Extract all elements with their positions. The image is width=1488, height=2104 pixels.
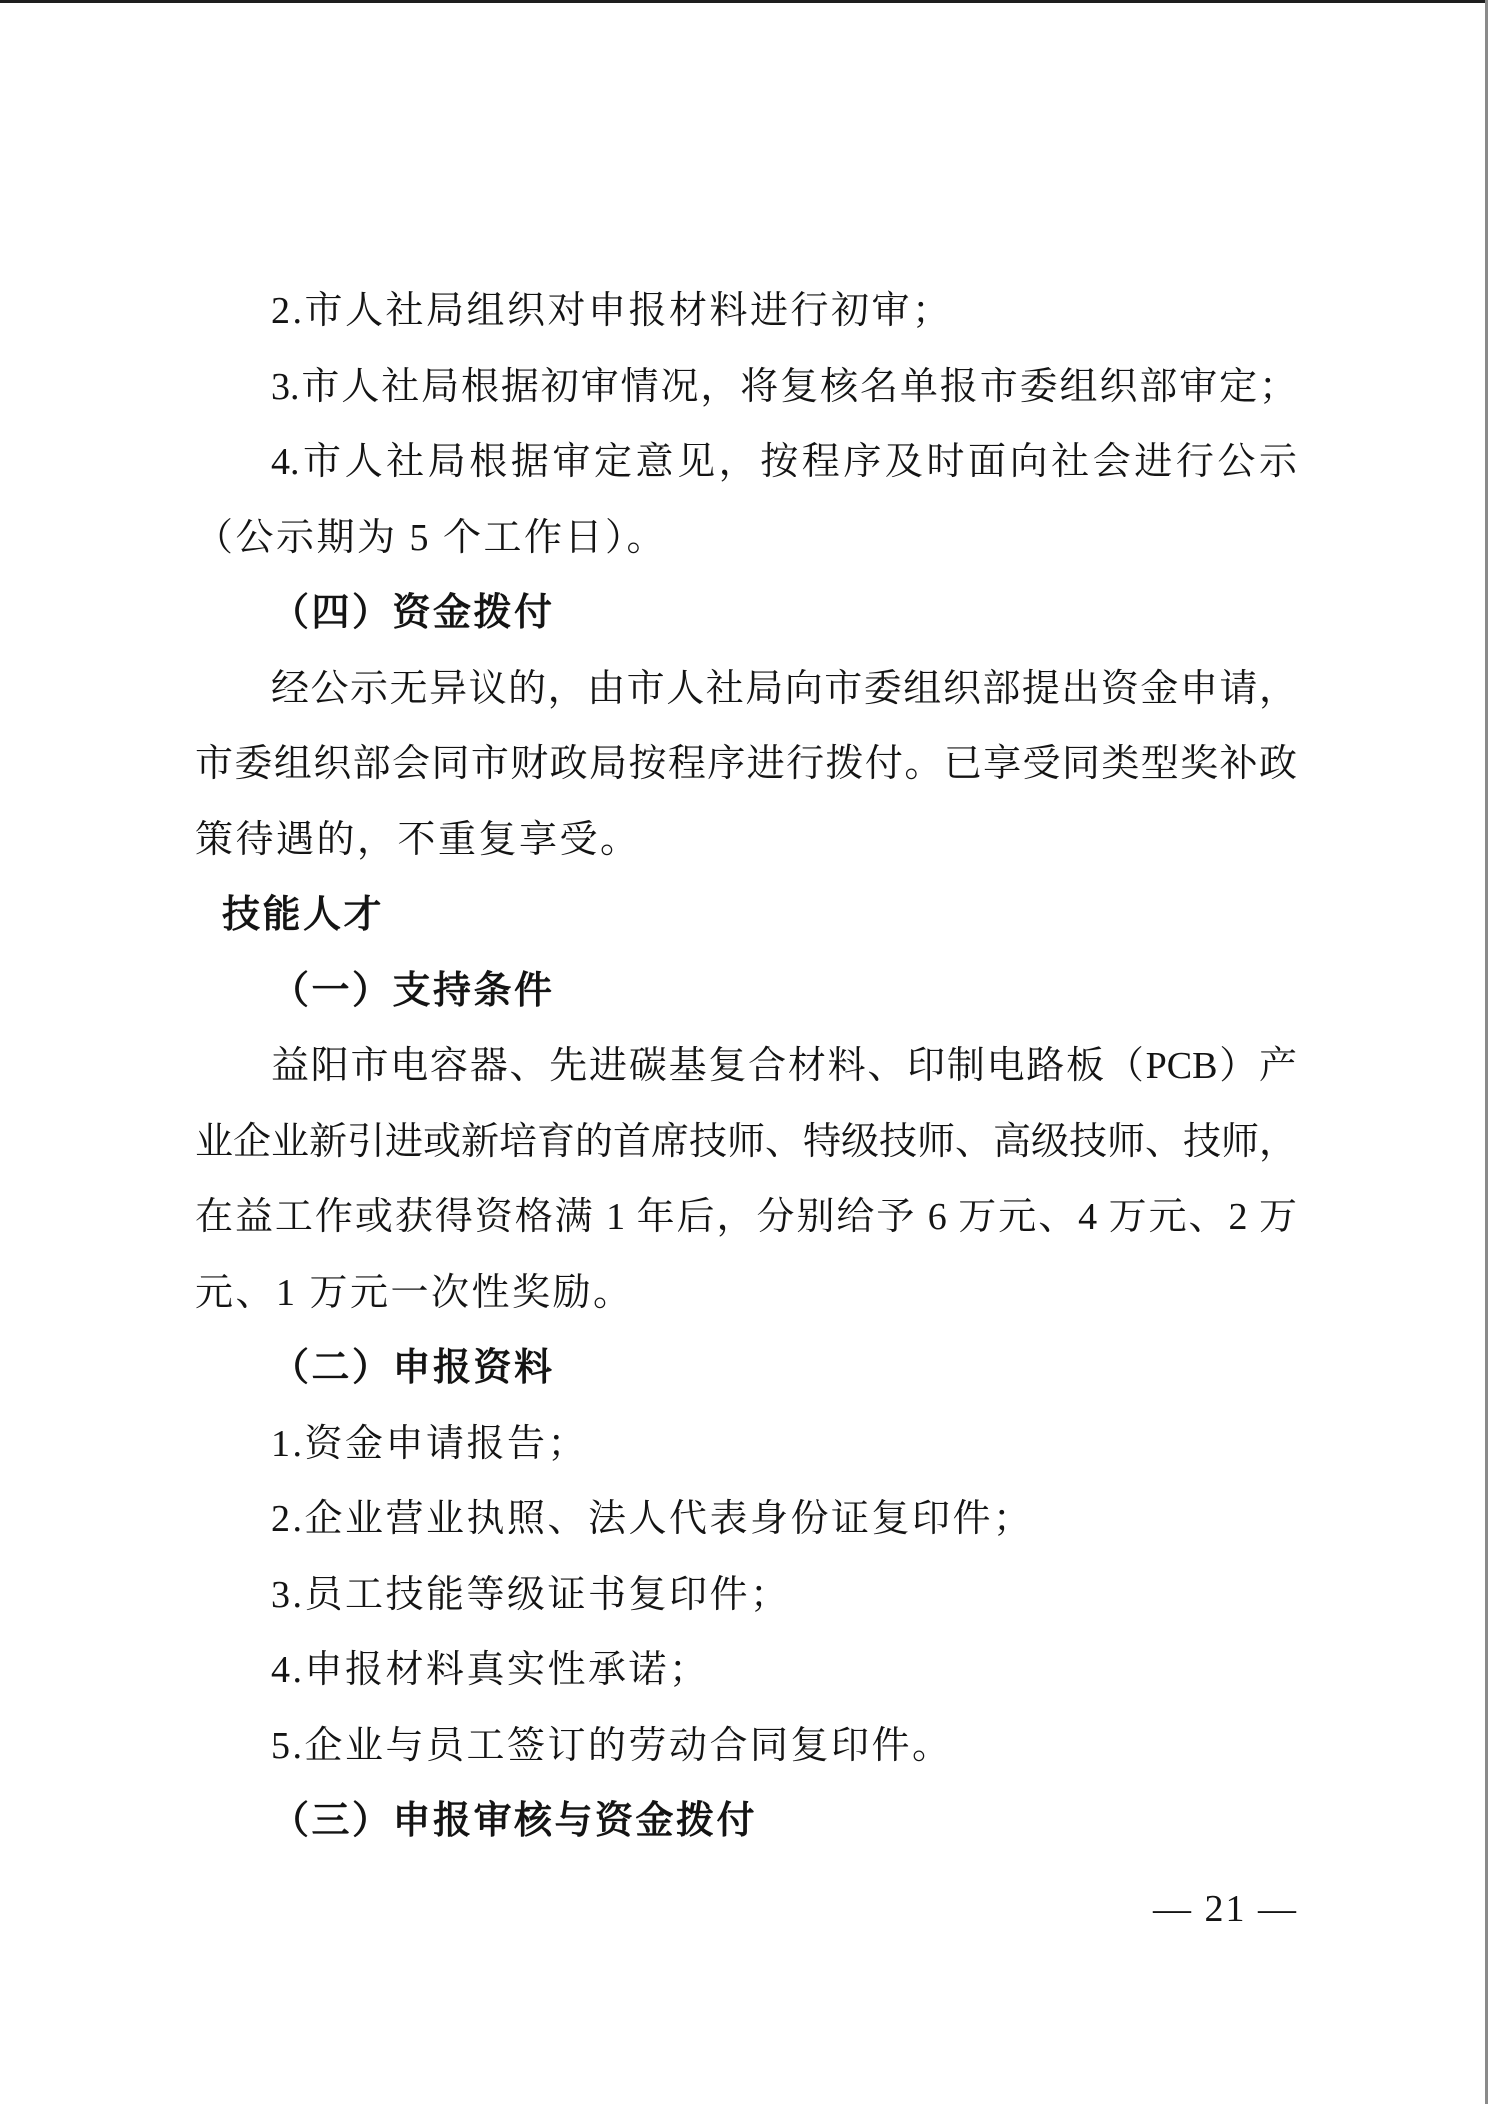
heading-section-2-application-materials: （二）申报资料: [271, 1347, 555, 1389]
scan-border-top: [0, 0, 1488, 3]
list-item-material-4: 4.申报材料真实性承诺；: [271, 1649, 710, 1691]
list-item-material-5: 5.企业与员工签订的劳动合同复印件。: [271, 1724, 953, 1767]
paragraph-support-line-4: 元、1 万元一次性奖励。: [195, 1271, 634, 1314]
list-item-step-4: 4.市人社局根据审定意见，按程序及时面向社会进行公示: [271, 441, 1297, 483]
paragraph-support-line-2: 业企业新引进或新培育的首席技师、特级技师、高级技师、技师，: [195, 1120, 1298, 1163]
list-item-material-3: 3.员工技能等级证书复印件；: [271, 1573, 791, 1616]
page-number: — 21 —: [1153, 1888, 1298, 1930]
heading-section-4-funding-allocation: （四）资金拨付: [271, 592, 555, 634]
paragraph-funding-line-2: 市委组织部会同市财政局按程序进行拨付。已享受同类型奖补政: [195, 743, 1297, 785]
list-item-material-2: 2.企业营业执照、法人代表身份证复印件；: [271, 1498, 1034, 1540]
paragraph-funding-line-1: 经公示无异议的，由市人社局向市委组织部提出资金申请，: [271, 667, 1297, 710]
paragraph-step-4-continuation: （公示期为 5 个工作日）。: [195, 516, 668, 559]
list-item-step-3: 3.市人社局根据初审情况，将复核名单报市委组织部审定；: [271, 365, 1297, 408]
paragraph-funding-line-3: 策待遇的，不重复享受。: [195, 818, 641, 861]
heading-section-1-support-conditions: （一）支持条件: [271, 969, 555, 1012]
list-item-step-2: 2.市人社局组织对申报材料进行初审；: [271, 290, 953, 332]
document-body: [195, 274, 1297, 1860]
paragraph-support-line-3: 在益工作或获得资格满 1 年后，分别给予 6 万元、4 万元、2 万: [195, 1196, 1297, 1238]
paragraph-support-line-1: 益阳市电容器、先进碳基复合材料、印制电路板（PCB）产: [271, 1045, 1297, 1087]
list-item-material-1: 1.资金申请报告；: [271, 1422, 589, 1465]
heading-section-3-review-and-funding: （三）申报审核与资金拨付: [271, 1800, 758, 1842]
heading-skill-talent: 技能人才: [222, 894, 385, 936]
